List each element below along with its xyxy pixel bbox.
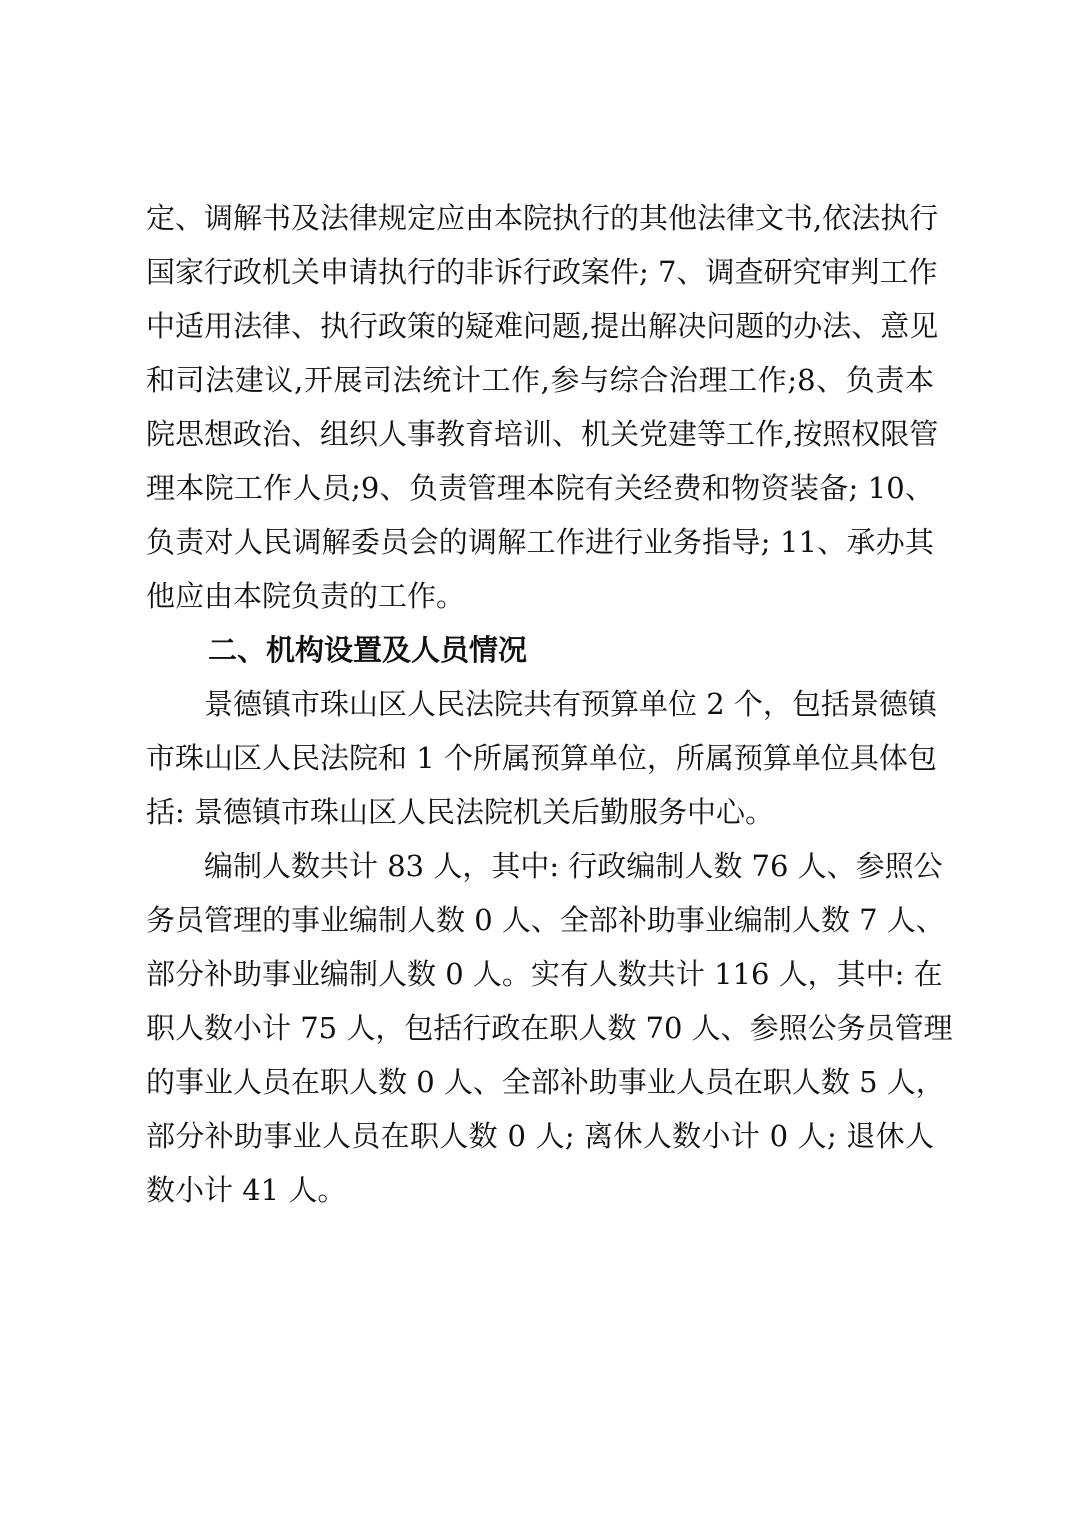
text-line: 市珠山区人民法院和 1 个所属预算单位，所属预算单位具体包: [146, 741, 937, 775]
text-line: 务员管理的事业编制人数 0 人、全部补助事业编制人数 7 人、: [146, 903, 945, 937]
document-body: [146, 191, 953, 1217]
text-line: 他应由本院负责的工作。: [146, 579, 466, 613]
paragraph-court-duties: [146, 191, 939, 623]
text-line: 理本院工作人员;9、负责管理本院有关经费和物资装备; 10、: [146, 471, 934, 505]
text-line: 中适用法律、执行政策的疑难问题,提出解决问题的办法、意见: [146, 309, 939, 343]
text-line: 编制人数共计 83 人，其中: 行政编制人数 76 人、参照公: [204, 849, 943, 883]
text-line: 部分补助事业编制人数 0 人。实有人数共计 116 人，其中: 在: [146, 957, 943, 991]
text-line: 景德镇市珠山区人民法院共有预算单位 2 个，包括景德镇: [204, 687, 937, 721]
paragraph-budget-units: [146, 677, 937, 839]
text-line: 国家行政机关申请执行的非诉行政案件; 7、调查研究审判工作: [146, 255, 938, 289]
text-line: 括: 景德镇市珠山区人民法院机关后勤服务中心。: [146, 795, 774, 829]
paragraph-staffing: [146, 839, 953, 1217]
text-line: 定、调解书及法律规定应由本院执行的其他法律文书,依法执行: [146, 201, 939, 235]
section-heading: 二、机构设置及人员情况: [208, 633, 528, 667]
text-line: 部分补助事业人员在职人数 0 人; 离休人数小计 0 人; 退休人: [146, 1119, 934, 1153]
text-line: 院思想政治、组织人事教育培训、机关党建等工作,按照权限管: [146, 417, 939, 451]
text-line: 的事业人员在职人数 0 人、全部补助事业人员在职人数 5 人，: [146, 1065, 945, 1099]
text-line: 和司法建议,开展司法统计工作,参与综合治理工作;8、负责本: [146, 363, 934, 397]
text-line: 职人数小计 75 人，包括行政在职人数 70 人、参照公务员管理: [146, 1011, 953, 1045]
text-line: 数小计 41 人。: [146, 1173, 347, 1207]
text-line: 负责对人民调解委员会的调解工作进行业务指导; 11、承办其: [146, 525, 934, 559]
